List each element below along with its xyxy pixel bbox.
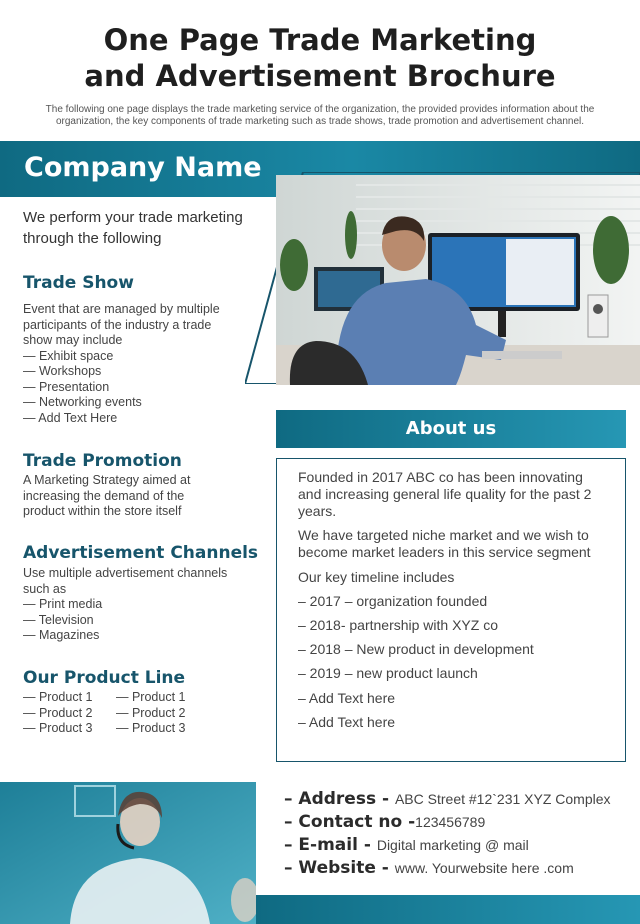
- address-label: – Address -: [284, 789, 395, 809]
- text-line: and increasing general life quality for the past 2: [298, 486, 592, 502]
- website-row: [284, 858, 574, 878]
- timeline-item: – 2017 – organization founded: [298, 593, 488, 609]
- about-heading: About us: [405, 418, 497, 439]
- list-item: ― Product 2: [116, 705, 186, 720]
- call-center-photo: [0, 782, 256, 924]
- page-subtitle: [20, 104, 620, 128]
- contact-value: 123456789: [415, 814, 486, 830]
- list-item: ― Product 2: [23, 705, 93, 720]
- advertisement-heading: Advertisement Channels: [23, 543, 259, 563]
- trade-promotion-heading: Trade Promotion: [23, 451, 182, 471]
- list-item: ― Product 3: [116, 721, 186, 735]
- subtitle-line2: organization, the key components of trade marketing such as trade shows, trade promotion and advertisement channel.: [55, 116, 585, 127]
- email-value: Digital marketing @ mail: [376, 837, 529, 853]
- page-title: [0, 22, 640, 94]
- list-item: ― Magazines: [23, 628, 100, 642]
- trade-show-heading: Trade Show: [23, 273, 134, 293]
- email-row: [284, 835, 529, 855]
- text-line: participants of the industry a trade: [23, 317, 212, 332]
- intro-line2: through the following: [23, 230, 162, 247]
- address-row: [284, 789, 611, 809]
- contact-row: [284, 812, 485, 832]
- text-line: show may include: [23, 333, 123, 347]
- list-item: ― Presentation: [23, 379, 110, 394]
- list-item: ― Product 3: [23, 721, 93, 735]
- text-line: product within the store itself: [23, 504, 182, 518]
- trade-show-body: [23, 302, 253, 426]
- trade-promotion-body: [23, 473, 253, 520]
- product-line-heading: Our Product Line: [23, 668, 186, 688]
- about-paragraph-1: [298, 469, 608, 520]
- text-line: Event that are managed by multiple: [23, 302, 220, 316]
- text-line: become market leaders in this service segment: [298, 544, 591, 560]
- timeline-item: – 2018 – New product in development: [298, 641, 534, 657]
- list-item: ― Product 1: [23, 690, 93, 704]
- page-title-line2: and Advertisement Brochure: [84, 59, 556, 93]
- footer-bar: [256, 895, 640, 924]
- list-item: ― Television: [23, 612, 94, 627]
- text-line: A Marketing Strategy aimed at: [23, 473, 191, 487]
- text-line: increasing the demand of the: [23, 488, 185, 503]
- subtitle-line1: The following one page displays the trade marketing service of the organization, the provided provides information about the: [45, 104, 595, 115]
- intro-line1: We perform your trade marketing: [23, 209, 243, 226]
- advertisement-body: [23, 566, 253, 644]
- email-label: – E-mail -: [284, 835, 377, 855]
- list-item: ― Print media: [23, 597, 103, 611]
- about-paragraph-3: Our key timeline includes: [298, 569, 455, 585]
- office-worker-photo: [276, 175, 640, 385]
- list-item: ― Exhibit space: [23, 348, 114, 363]
- text-line: Founded in 2017 ABC co has been innovating: [298, 469, 583, 485]
- timeline-item: – 2019 – new product launch: [298, 665, 478, 681]
- company-intro: [23, 207, 273, 249]
- text-line: We have targeted niche market and we wish to: [298, 527, 589, 543]
- product-column-1: [23, 690, 113, 737]
- website-label: – Website -: [284, 858, 395, 878]
- contact-label: – Contact no -: [284, 812, 416, 832]
- company-name: Company Name: [24, 152, 262, 183]
- list-item: ― Product 1: [116, 690, 186, 704]
- text-line: such as: [23, 581, 67, 596]
- website-value: www. Yourwebsite here .com: [394, 860, 574, 876]
- about-paragraph-2: [298, 527, 608, 561]
- timeline-item: – 2018- partnership with XYZ co: [298, 617, 498, 633]
- list-item: ― Networking events: [23, 395, 142, 409]
- product-column-2: [116, 690, 206, 737]
- list-item: ― Workshops: [23, 364, 102, 378]
- list-item: ― Add Text Here: [23, 410, 118, 425]
- text-line: years.: [298, 503, 337, 519]
- timeline-item: – Add Text here: [298, 690, 396, 706]
- page-title-line1: One Page Trade Marketing: [103, 23, 537, 57]
- address-value: ABC Street #12`231 XYZ Complex: [394, 791, 611, 807]
- timeline-item: – Add Text here: [298, 714, 396, 730]
- text-line: Use multiple advertisement channels: [23, 566, 228, 580]
